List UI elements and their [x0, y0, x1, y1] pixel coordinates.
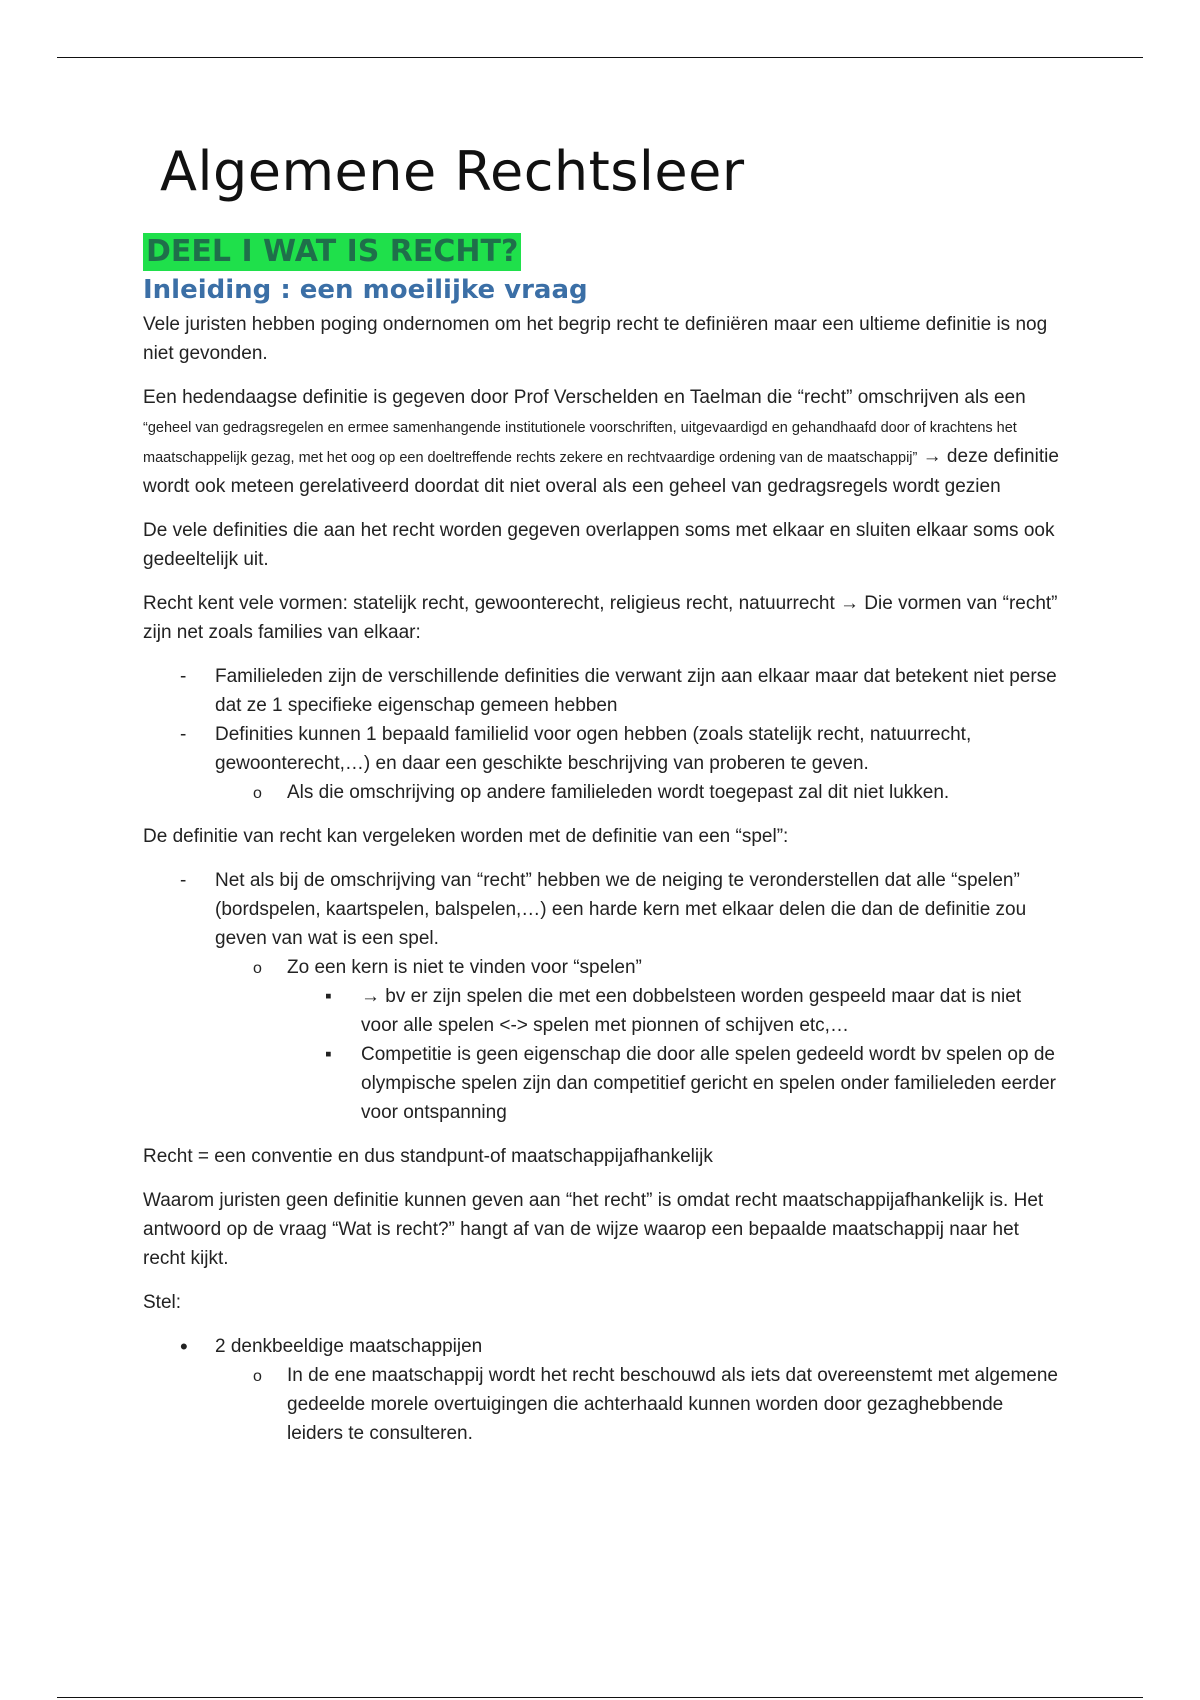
paragraph: Recht kent vele vormen: statelijk recht, gewoonterecht, religieus recht, natuurrecht → Die vormen van “recht” zijn net zoals families van elkaar: — [143, 593, 1058, 643]
circle-bullet-icon — [253, 953, 262, 983]
round-bullet-icon — [180, 1332, 188, 1363]
part-heading: DEEL I WAT IS RECHT? — [143, 233, 521, 271]
section-heading: Inleiding : een moeilijke vraag — [143, 275, 588, 305]
list-item-text: Competitie is geen eigenschap die door alle spelen gedeeld wordt bv spelen op de olympische spelen zijn dan competitief gericht en spelen onder familieleden eerder voor ontspanning — [361, 1044, 1056, 1123]
list-item — [143, 866, 1063, 953]
dash-bullet-icon — [180, 662, 186, 691]
paragraph: De vele definities die aan het recht worden gegeven overlappen soms met elkaar en sluiten elkaar soms ook gedeeltelijk uit. — [143, 520, 1055, 570]
game-list — [143, 866, 1063, 1127]
dash-bullet-icon — [180, 720, 186, 749]
circle-bullet-icon — [253, 778, 262, 808]
paragraph: De definitie van recht kan vergeleken worden met de definitie van een “spel”: — [143, 826, 789, 847]
circle-bullet-icon — [253, 1361, 262, 1391]
list-item-text: Als die omschrijving op andere familieleden wordt toegepast zal dit niet lukken. — [287, 782, 950, 803]
paragraph: Stel: — [143, 1292, 182, 1313]
list-item — [143, 662, 1063, 720]
list-item-text: In de ene maatschappij wordt het recht beschouwd als iets dat overeenstemt met algemene gedeelde morele overtuigingen die achterhaald kunnen worden door gezaghebbende leiders te consulteren. — [287, 1365, 1058, 1444]
list-item — [143, 953, 1063, 982]
list-item — [143, 778, 1063, 807]
paragraph: Waarom juristen geen definitie kunnen geven aan “het recht” is omdat recht maatschappijafhankelijk is. Het antwoord op de vraag “Wat is recht?” hangt af van de wijze waarop een bepaalde maatschappij naar het recht kijkt. — [143, 1190, 1044, 1269]
top-rule — [57, 57, 1143, 58]
paragraph-text: Een hedendaagse definitie is gegeven door Prof Verschelden en Taelman die “recht” omschrijven als een — [143, 387, 1026, 408]
document-body — [143, 310, 1063, 1463]
definition-paragraph — [143, 383, 1063, 501]
paragraph: Vele juristen hebben poging ondernomen om het begrip recht te definiëren maar een ultieme definitie is nog niet gevonden. — [143, 314, 1048, 364]
list-item-text: → bv er zijn spelen die met een dobbelsteen worden gespeeld maar dat is niet voor alle spelen <-> spelen met pionnen of schijven etc,… — [361, 986, 1022, 1036]
square-bullet-icon — [325, 1040, 332, 1069]
list-item — [143, 982, 1063, 1040]
list-item — [143, 1361, 1063, 1448]
bottom-rule — [57, 1697, 1143, 1698]
family-list — [143, 662, 1063, 807]
list-item — [143, 1332, 1063, 1361]
definition-quote: “geheel van gedragsregelen en ermee samenhangende institutionele voorschriften, uitgevaardigd en gehandhaafd door of krachtens het maatschappelijk gezag, met het oog op een doeltreffende rechts zekere en rechtvaardige ordening van de maatschappij” — [143, 420, 1017, 466]
list-item — [143, 1040, 1063, 1127]
list-item — [143, 720, 1063, 778]
page-title: Algemene Rechtsleer — [160, 140, 745, 203]
list-item-text: 2 denkbeeldige maatschappijen — [215, 1336, 483, 1357]
list-item-text: Net als bij de omschrijving van “recht” hebben we de neiging te veronderstellen dat alle “spelen” (bordspelen, kaartspelen, balspelen,…) een harde kern met elkaar delen die dan de definitie zou geven van wat is een spel. — [215, 870, 1027, 949]
paragraph-text: → deze definitie wordt ook meteen gerelativeerd doordat dit niet overal als een geheel van gedragsregels wordt gezien — [143, 446, 1059, 497]
list-item-text: Zo een kern is niet te vinden voor “spelen” — [287, 957, 642, 978]
paragraph: Recht = een conventie en dus standpunt-of maatschappijafhankelijk — [143, 1146, 713, 1167]
society-list — [143, 1332, 1063, 1448]
list-item-text: Familieleden zijn de verschillende definities die verwant zijn aan elkaar maar dat betekent niet perse dat ze 1 specifieke eigenschap gemeen hebben — [215, 666, 1057, 716]
dash-bullet-icon — [180, 866, 186, 895]
square-bullet-icon — [325, 982, 332, 1011]
list-item-text: Definities kunnen 1 bepaald familielid voor ogen hebben (zoals statelijk recht, natuurrecht, gewoonterecht,…) en daar een geschikte beschrijving van proberen te geven. — [215, 724, 972, 774]
